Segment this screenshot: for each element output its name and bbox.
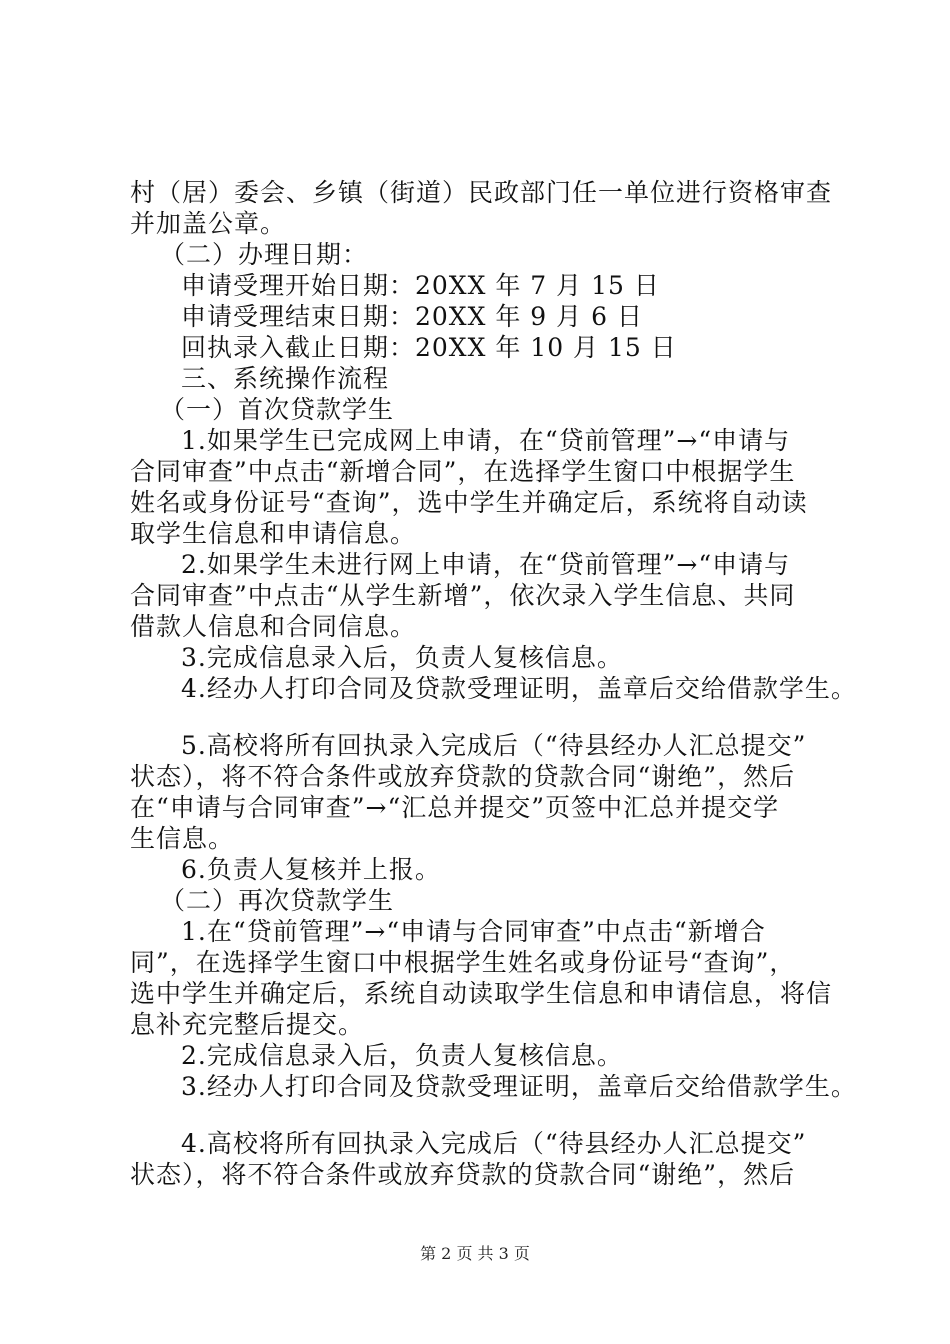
body-text-line: 合同审查”中点击“从学生新增”，依次录入学生信息、共同 (130, 581, 796, 610)
body-text-line: 2.完成信息录入后，负责人复核信息。 (181, 1041, 623, 1070)
body-text-line: 生信息。 (130, 824, 235, 853)
section-heading: （二）再次贷款学生 (160, 886, 395, 915)
body-text-line: 2.如果学生未进行网上申请，在“贷前管理”→“申请与 (181, 550, 791, 579)
body-text-line: 并加盖公章。 (130, 209, 287, 238)
body-text-line: 6.负责人复核并上报。 (181, 855, 441, 884)
body-text-line: 1.如果学生已完成网上申请，在“贷前管理”→“申请与 (181, 426, 791, 455)
body-text-line: 回执录入截止日期：20XX 年 10 月 15 日 (181, 333, 677, 362)
section-heading: （一）首次贷款学生 (160, 395, 395, 424)
body-text-line: 5.高校将所有回执录入完成后（“待县经办人汇总提交” (181, 731, 807, 760)
section-heading: 三、系统操作流程 (181, 364, 390, 393)
body-text-line: 合同审查”中点击“新增合同”，在选择学生窗口中根据学生 (130, 457, 796, 486)
body-text-line: 3.完成信息录入后，负责人复核信息。 (181, 643, 623, 672)
body-text-line: 取学生信息和申请信息。 (130, 519, 417, 548)
page-number-footer: 第 2 页 共 3 页 (420, 1244, 530, 1263)
body-text-line: 选中学生并确定后，系统自动读取学生信息和申请信息，将信 (130, 979, 833, 1008)
body-text-line: 状态），将不符合条件或放弃贷款的贷款合同“谢绝”，然后 (130, 1160, 796, 1189)
body-text-line: 村（居）委会、乡镇（街道）民政部门任一单位进行资格审查 (130, 178, 833, 207)
body-text-line: 姓名或身份证号“查询”，选中学生并确定后，系统将自动读 (130, 488, 808, 517)
body-text-line: 4.经办人打印合同及贷款受理证明，盖章后交给借款学生。 (181, 674, 857, 703)
body-text-line: 3.经办人打印合同及贷款受理证明，盖章后交给借款学生。 (181, 1072, 857, 1101)
body-text-line: 申请受理结束日期：20XX 年 9 月 6 日 (181, 302, 643, 331)
section-heading: （二）办理日期： (160, 240, 369, 269)
body-text-line: 息补充完整后提交。 (130, 1010, 365, 1039)
body-text-line: 在“申请与合同审查”→“汇总并提交”页签中汇总并提交学 (130, 793, 780, 822)
body-text-line: 状态），将不符合条件或放弃贷款的贷款合同“谢绝”，然后 (130, 762, 796, 791)
body-text-line: 同”，在选择学生窗口中根据学生姓名或身份证号“查询”， (130, 948, 796, 977)
body-text-line: 申请受理开始日期：20XX 年 7 月 15 日 (181, 271, 660, 300)
body-text-line: 借款人信息和合同信息。 (130, 612, 417, 641)
body-text-line: 4.高校将所有回执录入完成后（“待县经办人汇总提交” (181, 1129, 807, 1158)
body-text-line: 1.在“贷前管理”→“申请与合同审查”中点击“新增合 (181, 917, 766, 946)
